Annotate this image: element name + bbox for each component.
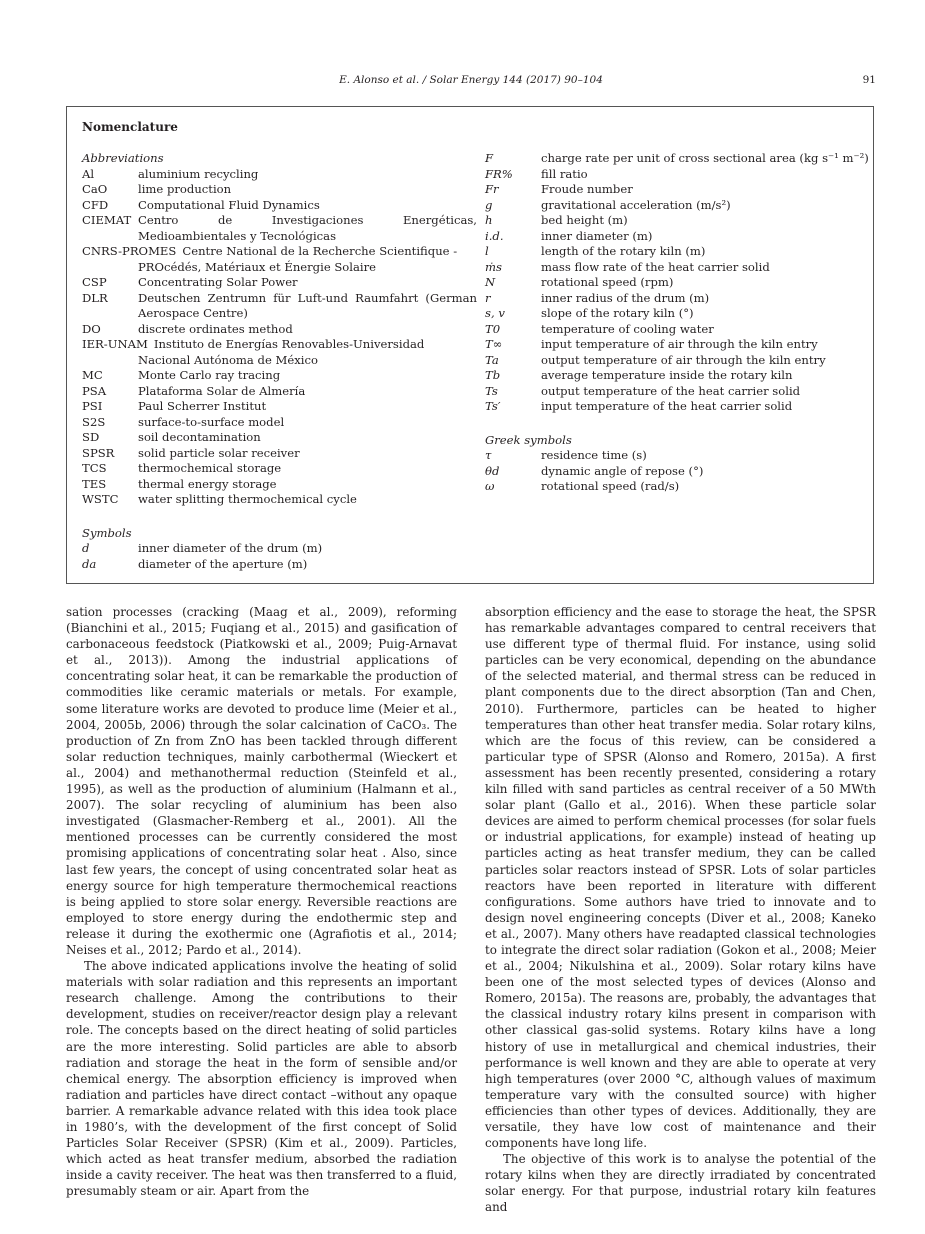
body-column-left xyxy=(66,604,457,1199)
nomenclature-definition: Centro de Investigaciones Energéticas, Medioambientales y Tecnológicas xyxy=(138,213,477,243)
nomenclature-definition: Paul Scherrer Institut xyxy=(138,399,267,413)
nomenclature-definition: Concentrating Solar Power xyxy=(138,275,298,289)
nomenclature-symbol: ω xyxy=(485,479,495,493)
nomenclature-symbol: d xyxy=(82,541,90,555)
nomenclature-entry xyxy=(82,213,477,244)
nomenclature-definition: inner radius of the drum (m) xyxy=(541,290,710,305)
nomenclature-symbol: F xyxy=(485,151,494,165)
nomenclature-left-column xyxy=(82,151,477,572)
nomenclature-definition: rotational speed (rad/s) xyxy=(541,479,680,493)
nomenclature-definition: inner diameter (m) xyxy=(541,228,653,243)
nomenclature-definition: slope of the rotary kiln (°) xyxy=(541,306,694,320)
nomenclature-definition: rotational speed (rpm) xyxy=(541,275,674,289)
nomenclature-symbol: h xyxy=(485,213,493,227)
nomenclature-entry xyxy=(82,477,477,493)
nomenclature-entry xyxy=(82,291,477,322)
nomenclature-definition: solid particle solar receiver xyxy=(138,445,300,460)
nomenclature-definition: lime production xyxy=(138,182,232,196)
nomenclature-symbol: IER-UNAM xyxy=(82,337,148,351)
nomenclature-definition: surface-to-surface model xyxy=(138,414,285,429)
nomenclature-definition: charge rate per unit of cross sectional area (kg s⁻¹ m⁻²) xyxy=(541,151,869,165)
nomenclature-entry xyxy=(485,322,870,338)
body-paragraph: The above indicated applications involve the heating of solid materials with solar radiation and this represents an important research challenge. Among the contributions to their development, studies on receiver/reactor design play a relevant role. The concepts based on the direct heating of solid particles are the more interesting. Solid particles are able to absorb radiation and storage the heat in the form of sensible and/or chemical energy. The absorption efficiency is improved when radiation and particles have direct contact –without any opaque barrier. A remarkable advance related with this idea took place in 1980’s, with the development of the first concept of Solid Particles Solar Receiver (SPSR) (Kim et al., 2009). Particles, which acted as heat transfer medium, absorbed the radiation inside a cavity receiver. The heat was then transferred to a fluid, presumably steam or air. Apart from the xyxy=(66,959,457,1199)
nomenclature-entry xyxy=(82,182,477,198)
nomenclature-entry xyxy=(485,337,870,353)
nomenclature-symbol: N xyxy=(485,275,496,289)
nomenclature-symbol: DO xyxy=(82,321,101,336)
nomenclature-entry xyxy=(82,198,477,214)
nomenclature-entry xyxy=(82,430,477,446)
body-paragraph: The objective of this work is to analyse the potential of the rotary kilns when they are directly irradiated by concentrated solar energy. For that purpose, industrial rotary kiln features and xyxy=(485,1152,876,1215)
nomenclature-symbol: Ts′ xyxy=(485,399,501,413)
nomenclature-entry xyxy=(82,492,477,508)
nomenclature-symbol: Fr xyxy=(485,182,499,196)
nomenclature-definition: mass flow rate of the heat carrier solid xyxy=(541,259,770,274)
nomenclature-symbol: Al xyxy=(82,166,95,181)
nomenclature-symbol: ṁs xyxy=(485,259,502,274)
nomenclature-entry xyxy=(82,399,477,415)
nomenclature-symbol: θd xyxy=(485,463,500,478)
nomenclature-definition: Monte Carlo ray tracing xyxy=(138,368,281,382)
nomenclature-entry xyxy=(485,479,870,495)
nomenclature-symbol: CaO xyxy=(82,182,108,196)
nomenclature-entry xyxy=(82,337,477,368)
greek-symbols-heading: Greek symbols xyxy=(485,432,572,447)
body-paragraph: sation processes (cracking (Maag et al., 2009), reforming (Bianchini et al., 2015; Fuqiang et al., 2015) and gasification of carbonaceous feedstock (Piatkowski et al., 2009; Puig-Arnavat et al., 2013)). Among the industrial applications of concentrating solar heat, it can be remarkable the production of commodities like ceramic materials or metals. For example, some literature works are devoted to produce lime (Meier et al., 2004, 2005b, 2006) through the solar calcination of CaCO₃. The production of Zn from ZnO has been tackled through different solar reduction techniques, mainly carbothermal (Wieckert et al., 2004) and methanothermal reduction (Steinfeld et al., 1995), as well as the production of aluminium (Halmann et al., 2007). The solar recycling of aluminium has been also investigated (Glasmacher-Remberg et al., 2001). All the mentioned processes can be currently considered the most promising applications of concentrating solar heat . Also, since last few years, the concept of using concentrated solar heat as energy source for high temperature thermochemical reactions is being applied to store solar energy. Reversible reactions are employed to store energy during the endothermic step and release it during the exothermic one (Agrafiotis et al., 2014; Neises et al., 2012; Pardo et al., 2014). xyxy=(66,605,457,957)
nomenclature-entry xyxy=(82,275,477,291)
nomenclature-entry xyxy=(485,275,870,291)
nomenclature-definition: water splitting thermochemical cycle xyxy=(138,492,357,506)
body-column-right xyxy=(485,604,876,1216)
journal-citation: E. Alonso et al. / Solar Energy 144 (2017) 90–104 xyxy=(339,74,603,86)
nomenclature-definition: temperature of cooling water xyxy=(541,321,714,336)
nomenclature-definition: dynamic angle of repose (°) xyxy=(541,463,704,478)
nomenclature-box xyxy=(66,106,874,584)
nomenclature-entry xyxy=(485,464,870,480)
nomenclature-definition: discrete ordinates method xyxy=(138,321,293,336)
nomenclature-symbol: TCS xyxy=(82,461,107,475)
nomenclature-symbol: i.d. xyxy=(485,228,504,243)
nomenclature-symbol: Ta xyxy=(485,352,499,367)
nomenclature-entry xyxy=(82,384,477,400)
nomenclature-symbol: Tb xyxy=(485,368,501,382)
nomenclature-definition: Centre National de la Recherche Scientifique - PROcédés, Matériaux et Énergie Solaire xyxy=(138,244,458,274)
nomenclature-entry xyxy=(485,291,870,307)
nomenclature-right-column xyxy=(485,151,870,495)
nomenclature-symbol: l xyxy=(485,244,489,258)
nomenclature-definition: diameter of the aperture (m) xyxy=(138,556,308,571)
nomenclature-definition: gravitational acceleration (m/s²) xyxy=(541,197,731,212)
nomenclature-entry xyxy=(485,448,870,464)
nomenclature-entry xyxy=(485,229,870,245)
nomenclature-symbol: T∞ xyxy=(485,337,503,351)
nomenclature-definition: output temperature of air through the kiln entry xyxy=(541,352,826,367)
nomenclature-definition: soil decontamination xyxy=(138,430,261,444)
nomenclature-symbol: CSP xyxy=(82,275,107,289)
greek-symbols-list xyxy=(485,448,870,495)
nomenclature-entry xyxy=(82,415,477,431)
nomenclature-symbol: g xyxy=(485,197,493,212)
nomenclature-definition: input temperature of the heat carrier solid xyxy=(541,399,793,413)
nomenclature-definition: residence time (s) xyxy=(541,448,647,462)
nomenclature-definition: average temperature inside the rotary kiln xyxy=(541,368,793,382)
nomenclature-symbol: PSA xyxy=(82,383,107,398)
nomenclature-symbol: FR% xyxy=(485,166,513,181)
nomenclature-entry xyxy=(485,151,870,167)
nomenclature-definition: Instituto de Energías Renovables-Universidad Nacional Autónoma de México xyxy=(138,337,425,367)
nomenclature-definition: Computational Fluid Dynamics xyxy=(138,197,320,212)
nomenclature-symbol: T0 xyxy=(485,321,501,336)
symbols-right-list xyxy=(485,151,870,415)
symbols-left-list xyxy=(82,541,477,572)
nomenclature-entry xyxy=(82,244,477,275)
nomenclature-entry xyxy=(485,182,870,198)
nomenclature-entry xyxy=(485,213,870,229)
nomenclature-entry xyxy=(485,306,870,322)
nomenclature-symbol: TES xyxy=(82,476,107,491)
nomenclature-entry xyxy=(485,260,870,276)
nomenclature-symbol: CNRS-PROMES xyxy=(82,244,177,258)
nomenclature-entry xyxy=(485,167,870,183)
symbols-heading: Symbols xyxy=(82,525,132,540)
nomenclature-entry xyxy=(82,461,477,477)
nomenclature-title: Nomenclature xyxy=(82,120,178,134)
nomenclature-symbol: SPSR xyxy=(82,445,115,460)
nomenclature-entry xyxy=(82,322,477,338)
nomenclature-entry xyxy=(82,368,477,384)
nomenclature-symbol: s, v xyxy=(485,306,505,320)
nomenclature-entry xyxy=(82,446,477,462)
nomenclature-symbol: PSI xyxy=(82,399,103,413)
nomenclature-definition: fill ratio xyxy=(541,166,588,181)
nomenclature-definition: Froude number xyxy=(541,182,633,196)
body-paragraph: absorption efficiency and the ease to storage the heat, the SPSR has remarkable advantages compared to central receivers that use different type of thermal fluid. For instance, using solid particles can be very economical, depending on the abundance of the selected material, and thermal stress can be reduced in plant components due to the direct absorption (Tan and Chen, 2010). Furthermore, particles can be heated to higher temperatures than other heat transfer media. Solar rotary kilns, which are the focus of this review, can be considered a particular type of SPSR (Alonso and Romero, 2015a). A first assessment has been recently presented, considering a rotary kiln filled with sand particles as central receiver of a 50 MWth solar plant (Gallo et al., 2016). When these particle solar devices are aimed to perform chemical processes (for solar fuels or industrial applications, for example) instead of heating up particles acting as heat transfer medium, they can be called particles solar reactors instead of SPSR. Lots of solar particles reactors have been reported in literature with different configurations. Some authors have tried to innovate and to design novel engineering concepts (Diver et al., 2008; Kaneko et al., 2007). Many others have readapted classical technologies to integrate the direct solar radiation (Gokon et al., 2008; Meier et al., 2004; Nikulshina et al., 2009). Solar rotary kilns have been one of the most selected types of devices (Alonso and Romero, 2015a). The reasons are, probably, the advantages that the classical industry rotary kilns present in comparison with other classical gas-solid systems. Rotary kilns have a long history of use in metallurgical and chemical industries, their performance is well known and they are able to operate at very high temperatures (over 2000 °C, although values of maximum temperature vary with the consulted source) with higher efficiencies than other types of devices. Additionally, they are versatile, they have low cost of maintenance and their components have long life. xyxy=(485,605,876,1151)
page-number: 91 xyxy=(862,74,876,86)
nomenclature-definition: inner diameter of the drum (m) xyxy=(138,541,323,555)
nomenclature-symbol: WSTC xyxy=(82,492,119,506)
nomenclature-entry xyxy=(485,384,870,400)
nomenclature-symbol: r xyxy=(485,290,491,305)
nomenclature-entry xyxy=(485,244,870,260)
abbreviations-list xyxy=(82,167,477,508)
nomenclature-symbol: CIEMAT xyxy=(82,213,132,227)
nomenclature-symbol: CFD xyxy=(82,197,109,212)
nomenclature-symbol: τ xyxy=(485,448,492,462)
nomenclature-definition: Deutschen Zentrumn für Luft-und Raumfahrt (German Aerospace Centre) xyxy=(138,290,477,320)
abbreviations-heading: Abbreviations xyxy=(82,151,164,165)
nomenclature-definition: thermal energy storage xyxy=(138,476,277,491)
nomenclature-symbol: da xyxy=(82,556,97,571)
nomenclature-definition: thermochemical storage xyxy=(138,461,282,475)
nomenclature-symbol: MC xyxy=(82,368,103,382)
nomenclature-definition: aluminium recycling xyxy=(138,166,259,181)
nomenclature-definition: input temperature of air through the kiln entry xyxy=(541,337,818,351)
nomenclature-entry xyxy=(82,541,477,557)
nomenclature-entry xyxy=(82,557,477,573)
nomenclature-symbol: S2S xyxy=(82,414,106,429)
nomenclature-definition: length of the rotary kiln (m) xyxy=(541,244,706,258)
nomenclature-symbol: DLR xyxy=(82,290,108,305)
nomenclature-entry xyxy=(485,198,870,214)
nomenclature-entry xyxy=(485,399,870,415)
nomenclature-definition: Plataforma Solar de Almería xyxy=(138,383,306,398)
nomenclature-entry xyxy=(485,353,870,369)
nomenclature-definition: bed height (m) xyxy=(541,213,628,227)
nomenclature-symbol: Ts xyxy=(485,383,498,398)
nomenclature-symbol: SD xyxy=(82,430,100,444)
nomenclature-entry xyxy=(82,167,477,183)
nomenclature-definition: output temperature of the heat carrier solid xyxy=(541,383,801,398)
nomenclature-entry xyxy=(485,368,870,384)
